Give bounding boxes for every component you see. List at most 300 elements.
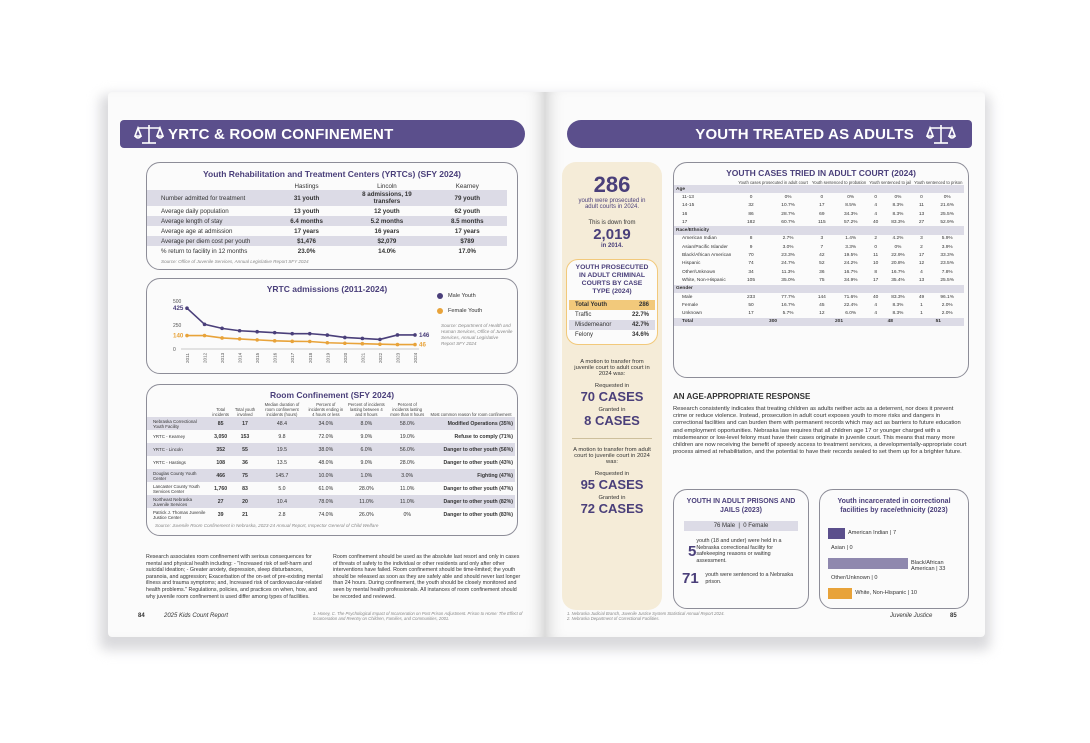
cell: 3 xyxy=(920,236,923,242)
cell: 38.0% xyxy=(306,443,345,456)
reason-cell: Danger to other youth (43%) xyxy=(443,459,513,466)
data-point xyxy=(273,339,277,343)
reason-cell: Danger to other youth (83%) xyxy=(443,511,513,518)
cell: 8 admissions, 19 transfers xyxy=(346,190,427,206)
cell: 20.8% xyxy=(891,261,905,267)
cell: 35.4% xyxy=(891,277,905,283)
start-value-label: 425 xyxy=(173,305,184,313)
cell: 34.9% xyxy=(843,277,858,283)
cell: 9 xyxy=(749,244,753,250)
held-text: youth (18 and under) were held in a Nebraska correctional facility for safekeeping reasons or waiting assessment. xyxy=(696,538,782,564)
group-label: Gender xyxy=(674,285,964,293)
group-row xyxy=(674,185,964,193)
cell: 23.0% xyxy=(297,247,316,255)
cell: 20 xyxy=(232,495,257,508)
race-bar-label: Other/Unknown | 0 xyxy=(831,575,878,581)
cell: 40 xyxy=(872,219,879,225)
cell: 0 xyxy=(874,194,877,200)
cell: 4 xyxy=(920,269,923,275)
x-tick-label: 2022 xyxy=(377,352,383,363)
table-row xyxy=(147,236,507,246)
case-value: 22.7% xyxy=(631,312,649,318)
data-point xyxy=(203,334,207,338)
footer-title: Juvenile Justice xyxy=(890,613,933,619)
data-point xyxy=(290,332,294,336)
cell: 23.5% xyxy=(940,261,954,267)
cell: 19.0% xyxy=(399,433,415,440)
table-row xyxy=(147,469,515,482)
cell: 36 xyxy=(242,459,248,466)
table-row xyxy=(674,210,964,218)
cell: 12 youth xyxy=(374,207,400,215)
cell: 5.9% xyxy=(941,236,953,242)
cell: 9.8 xyxy=(278,433,286,440)
cell: 8 xyxy=(874,269,877,275)
cell: 12 xyxy=(918,261,925,267)
row-label: Male xyxy=(682,294,693,300)
prisons-title: YOUTH IN ADULT PRISONS AND JAILS (2023) xyxy=(686,498,796,514)
cell: 5.7% xyxy=(782,311,794,317)
table-row xyxy=(147,430,515,443)
table-row xyxy=(674,243,964,251)
row-label: 11-13 xyxy=(682,194,694,200)
prison-number: 71 xyxy=(682,570,699,588)
transfer1-granted-value: 8 CASES xyxy=(584,413,640,428)
cell: 4 xyxy=(874,203,877,209)
male-count: 76 Male xyxy=(713,523,736,529)
cell: 2.8 xyxy=(278,511,286,518)
cell: 16 years xyxy=(374,227,400,235)
facility-name: YRTC - Hastings xyxy=(153,460,186,465)
data-point xyxy=(413,333,417,337)
cell: 7 xyxy=(820,244,824,250)
end-value-label: 46 xyxy=(419,341,426,349)
cell: 57.2% xyxy=(843,219,858,225)
table-row xyxy=(147,508,515,521)
data-point xyxy=(396,343,400,347)
data-point xyxy=(238,329,242,333)
cell: 108 xyxy=(216,459,225,466)
response-heading: AN AGE-APPROPRIATE RESPONSE xyxy=(673,392,811,401)
cell: 17 years xyxy=(454,227,480,235)
female-count: 0 Female xyxy=(743,523,769,529)
cell: 28.7% xyxy=(781,211,795,217)
cell: 17 xyxy=(748,311,754,317)
race-bar xyxy=(828,588,852,599)
cell: 19.5% xyxy=(843,253,858,259)
banner-title: YOUTH TREATED AS ADULTS xyxy=(695,125,914,143)
table-row xyxy=(674,218,964,226)
admissions-chart-box xyxy=(146,278,518,374)
row-label: Number admitted for treatment xyxy=(147,190,267,206)
room-policy-paragraph: Room confinement should be used as the absolute last resort and only in cases of threats of safety to the individual or other residents and only after other interventions have failed. Room confinement should be time-limited; the youth should be released as soon as they are safely able and should never last longer than 24 hours. During confinement, the youth should be closely monitored and seen by mental health professionals. All instances of room confinement should be recorded and reviewed. xyxy=(333,554,521,600)
row-label: 14-15 xyxy=(682,203,695,209)
cell: 70 xyxy=(748,253,754,259)
yrtc-table xyxy=(147,183,507,256)
cell: 3.3% xyxy=(845,244,857,250)
col-header: Youth sentenced to jail xyxy=(869,180,912,185)
x-tick-label: 2015 xyxy=(255,352,261,363)
total-cell: 51 xyxy=(913,318,964,326)
banner-title: YRTC & ROOM CONFINEMENT xyxy=(168,125,394,143)
cell: 8.5 months xyxy=(428,216,507,226)
cell: 9.0% xyxy=(360,433,373,440)
table-row xyxy=(569,320,655,330)
cell: 24.2% xyxy=(843,261,858,267)
cell: 2.7% xyxy=(782,236,794,242)
cell: 17 xyxy=(232,417,257,430)
cell: 21.6% xyxy=(940,203,954,209)
cell: 17 xyxy=(872,277,879,283)
transfer1-text: A motion to transfer from juvenile court to adult court in 2024 was: xyxy=(574,359,650,377)
cell: 74 xyxy=(748,261,754,267)
facility-name: Lancaster County Youth Services Center xyxy=(153,483,200,494)
cell: 145.7 xyxy=(258,469,307,482)
reason-cell: Danger to other youth (47%) xyxy=(443,485,513,492)
x-tick-label: 2016 xyxy=(272,352,278,363)
footer-title: 2025 Kids Count Report xyxy=(164,613,229,619)
cell: 17 xyxy=(918,253,925,259)
table-row xyxy=(674,268,964,276)
cell: 69 xyxy=(819,211,825,217)
row-label: Female xyxy=(682,302,698,308)
case-type: Traffic xyxy=(575,312,592,318)
room-table-title: Room Confinement (SFY 2024) xyxy=(269,390,395,400)
x-tick-label: 2021 xyxy=(360,352,366,363)
cell: 27 xyxy=(209,495,232,508)
cell: 1.0% xyxy=(345,469,387,482)
case-type: Felony xyxy=(575,332,594,338)
cell: 16.7% xyxy=(781,302,795,308)
col-header: Youth sentenced to prison xyxy=(914,180,963,185)
chart-legend xyxy=(437,293,482,314)
facility-name: Patrick J. Thomas Juvenile Justice Center xyxy=(153,509,206,520)
col-header: Percent of incidents ending in 4 hours or less xyxy=(308,402,344,417)
row-label: Average length of stay xyxy=(147,216,267,226)
cell: 1.4% xyxy=(845,236,857,242)
row-label: Average daily population xyxy=(161,207,229,215)
group-label: Race/Ethnicity xyxy=(674,226,964,234)
data-point xyxy=(203,323,207,327)
data-point xyxy=(326,333,330,337)
cell: 4 xyxy=(874,211,877,217)
cell: 11 xyxy=(919,203,924,209)
table-row xyxy=(674,193,964,201)
cell: 2.0% xyxy=(941,311,953,317)
race-bar-label: Black/African American | 33 xyxy=(911,560,946,572)
cell: 28.0% xyxy=(399,459,415,466)
row-label: Average per diem cost per youth xyxy=(147,236,267,246)
data-point xyxy=(378,338,382,342)
cell: 75 xyxy=(232,469,257,482)
table-row xyxy=(569,330,655,340)
table-row xyxy=(147,482,515,495)
cell: 8.3% xyxy=(892,302,904,308)
table-row xyxy=(674,251,964,259)
row-label: Unknown xyxy=(682,311,702,317)
held-stat xyxy=(688,538,800,564)
y-tick-label: 250 xyxy=(173,323,182,329)
legend-label: Female Youth xyxy=(448,308,483,314)
cell: 39 xyxy=(217,511,224,518)
cell: 11.3% xyxy=(781,269,795,275)
cell: 0% xyxy=(784,194,792,200)
cell: 8.0% xyxy=(345,417,387,430)
y-tick-label: 500 xyxy=(173,299,182,305)
cell: 3 xyxy=(820,236,824,242)
facility-name: Douglas County Youth Center xyxy=(147,469,209,482)
data-point xyxy=(308,340,312,344)
col-header: Lincoln xyxy=(377,183,397,190)
cell: 35.0% xyxy=(781,277,795,283)
cell: 115 xyxy=(818,219,826,225)
legend-item-female xyxy=(437,308,482,314)
race-bar xyxy=(828,528,845,539)
end-value-label: 146 xyxy=(419,331,430,339)
cell: 77.7% xyxy=(781,294,795,300)
cell: 0% xyxy=(403,511,411,518)
cell: 42 xyxy=(819,253,825,259)
row-label: Other/Unknown xyxy=(682,269,716,275)
cell: 83 xyxy=(242,485,248,492)
cell: 11.0% xyxy=(400,485,415,492)
data-point xyxy=(378,342,382,346)
race-chart-box xyxy=(819,489,969,609)
cell: 5.0 xyxy=(278,485,286,492)
chart-source: Source: Department of Health and Human Services, Office of Juvenile Services, Annual Legislative Report SFY 2024 xyxy=(441,323,513,346)
reason-cell: Danger to other youth (82%) xyxy=(427,495,515,508)
cell: 8 xyxy=(749,236,753,242)
cell: $2,079 xyxy=(346,236,427,246)
col-header: Total incidents xyxy=(212,407,229,417)
cell: 27 xyxy=(918,219,925,225)
case-value: 286 xyxy=(623,300,655,310)
cell: 0 xyxy=(820,194,824,200)
case-type: Misdemeanor xyxy=(569,320,623,330)
cell: 3.9% xyxy=(941,244,953,250)
cell: 182 xyxy=(747,219,756,225)
x-tick-label: 2011 xyxy=(185,353,190,363)
cell: 0% xyxy=(894,244,902,250)
adult-cases-table xyxy=(674,180,964,326)
race-bar-chart xyxy=(828,528,968,608)
data-point xyxy=(361,337,365,341)
yrtc-table-box xyxy=(146,162,518,270)
cell: 17 years xyxy=(294,227,319,235)
cell: 58.0% xyxy=(387,417,427,430)
cell: 19.5 xyxy=(258,443,307,456)
case-value: 34.6% xyxy=(631,332,649,338)
source-note: Source: Juvenile Room Confinement in Nebraska, 2023-24 Annual Report, Inspector General of Child Welfare xyxy=(155,523,379,528)
prosecuted-text: youth were prosecuted in adult courts in 2024. xyxy=(578,198,646,210)
row-label: White, Non-Hispanic xyxy=(682,277,726,283)
cell: 25.5% xyxy=(940,211,954,217)
cell: 2.0% xyxy=(941,302,953,308)
cell: 11 xyxy=(873,253,879,259)
x-tick-label: 2018 xyxy=(307,352,313,363)
cell: 105 xyxy=(747,277,756,283)
data-point xyxy=(308,332,312,336)
cell: 33.3% xyxy=(940,253,954,259)
data-point xyxy=(273,331,277,335)
case-type: Total Youth xyxy=(569,300,623,310)
cell: 10.0% xyxy=(306,469,345,482)
x-tick-label: 2014 xyxy=(237,352,243,363)
row-label: 17 xyxy=(682,219,688,225)
cell: 2 xyxy=(874,236,877,242)
col-header: Kearney xyxy=(455,183,479,190)
cell: 11.0% xyxy=(345,495,387,508)
col-header: Percent of incidents lasting between 4 and 8 hours xyxy=(347,402,385,417)
chart-title: YRTC admissions (2011-2024) xyxy=(266,284,388,294)
cell: 4.2% xyxy=(892,236,904,242)
cell: 72.0% xyxy=(318,433,334,440)
col-header: Percent of incidents lasting more than 8 hours xyxy=(390,402,425,417)
data-point xyxy=(220,327,224,331)
col-header: Total youth involved xyxy=(234,407,256,417)
cell: 24.7% xyxy=(781,261,795,267)
cell: 83.3% xyxy=(891,219,905,225)
reason-cell: Refuse to comply (71%) xyxy=(454,433,513,440)
cell: 83.3% xyxy=(891,294,905,300)
row-label: American Indian xyxy=(682,236,717,242)
legend-item-male xyxy=(437,293,482,299)
prisons-box xyxy=(673,489,809,609)
y-tick-label: 0 xyxy=(173,347,176,353)
legend-label: Male Youth xyxy=(448,293,476,299)
row-label: Black/African American xyxy=(682,253,732,259)
race-bar-label: Asian | 0 xyxy=(831,545,853,551)
data-point xyxy=(396,333,400,337)
page-number: 85 xyxy=(950,613,957,619)
cell: 50 xyxy=(748,302,754,308)
data-point xyxy=(220,336,224,340)
cell: 12 xyxy=(819,311,825,317)
cell: 34.3% xyxy=(843,211,858,217)
adult-cases-title: YOUTH CASES TRIED IN ADULT COURT (2024) xyxy=(726,168,916,178)
cell: 352 xyxy=(209,443,232,456)
cell: 6.4 months xyxy=(267,216,346,226)
cell: 78.0% xyxy=(306,495,345,508)
cell: 466 xyxy=(209,469,232,482)
cell: 22.9% xyxy=(891,253,905,259)
x-tick-label: 2012 xyxy=(202,352,208,363)
response-paragraph: Research consistently indicates that treating children as adults neither acts as a deterrent, nor does it prevent crime or reduce violence. Instead, prosecution in adult court exposes youth to more risks and dangers in correctional facilities and can burden them with permanent records which may act as barriers to future education and employment opportunities. Nebraska law requires that all children age 17 or younger charged with a misdemeanor or low-level felony must have their cases originate in juvenile court. This means that many more children are now receiving the benefit of speedy access to treatment services, a developmentally-appropriate court process aimed at rehabilitation, and the potential to have their records sealed to set them up for a brighter future. xyxy=(673,406,967,456)
cell: 45 xyxy=(819,302,825,308)
data-point xyxy=(343,336,347,340)
cell: 7.8% xyxy=(941,269,953,275)
cell: 3.0% xyxy=(782,244,794,250)
cell: 8.3% xyxy=(892,211,904,217)
table-row xyxy=(147,226,507,236)
data-point xyxy=(255,330,259,334)
cell: 86 xyxy=(748,211,754,217)
cell: 49 xyxy=(918,294,925,300)
row-label: 16 xyxy=(682,211,688,217)
cell: 8.5% xyxy=(845,203,857,209)
prosecuted-number: 286 xyxy=(593,172,631,197)
cell: 75 xyxy=(819,277,825,283)
room-confinement-box xyxy=(146,384,518,536)
row-label: Total xyxy=(674,318,736,326)
total-cell: 300 xyxy=(736,318,810,326)
total-row xyxy=(674,318,964,326)
cell: 36 xyxy=(819,269,825,275)
data-point xyxy=(361,342,365,346)
footnote: 1. Nebraska Judicial Branch, Juvenile Justice System Statistical Annual Report 2024. 2. Nebraska Department of Correctional Facilities. xyxy=(567,611,725,622)
cell: 71.6% xyxy=(843,294,858,300)
cell: $1,476 xyxy=(267,236,346,246)
prison-text: youth were sentenced to a Nebraska prison. xyxy=(705,572,794,585)
facility-name: YRTC - Kearney xyxy=(153,434,186,439)
divider xyxy=(572,438,652,439)
cell: 25.5% xyxy=(940,277,954,283)
cell: 17 xyxy=(819,203,825,209)
cell: 0% xyxy=(943,194,951,200)
race-bar-label: White, Non-Hispanic | 10 xyxy=(855,590,918,596)
cell: 52 xyxy=(819,261,825,267)
case-value: 42.7% xyxy=(623,320,655,330)
reason-cell: Modified Operations (35%) xyxy=(427,417,515,430)
series-line-male xyxy=(187,308,415,339)
table-row xyxy=(674,309,964,317)
room-research-paragraph: Research associates room confinement with serious consequences for mental and physical health including: - "Increased risk of self-harm and suicidal ideation; - Greater anxiety, depression, sleep disturbances, paranoia, and aggression; Exacerbation of the on-set of pre-existing mental illness and trauma symptoms; and, Increased risk of cardiovascular-related health problems." Regulations, policies, and practices on when, how, and why juvenile room confinement is used differ among types of facilities. xyxy=(146,554,323,600)
table-row xyxy=(569,300,655,310)
cell: 1 xyxy=(920,302,923,308)
cell: 13 xyxy=(918,277,925,283)
transfer1-granted-label: Granted in xyxy=(598,407,626,413)
transfer2-requested-value: 95 CASES xyxy=(580,477,644,492)
cell: 14.0% xyxy=(378,247,396,255)
row-label: Average age at admission xyxy=(161,227,233,235)
right-banner xyxy=(567,120,972,148)
cell: 10.7% xyxy=(781,203,795,209)
reason-cell: Fighting (47%) xyxy=(427,469,515,482)
prison-stat xyxy=(682,570,800,587)
table-row xyxy=(147,206,507,216)
cell: 26.0% xyxy=(359,511,374,518)
total-cell: 201 xyxy=(810,318,868,326)
left-page xyxy=(108,92,545,637)
x-tick-label: 2020 xyxy=(342,352,348,363)
cell: 31 youth xyxy=(267,190,346,206)
cell: 56.0% xyxy=(387,443,427,456)
data-point xyxy=(326,341,330,345)
right-page xyxy=(545,92,985,637)
data-point xyxy=(290,340,294,344)
col-header: Median duration of room confinement incidents (hours) xyxy=(264,402,300,417)
data-point xyxy=(238,337,242,341)
cell: 17.0% xyxy=(458,247,477,255)
cell: 61.0% xyxy=(318,485,334,492)
gender-bar: 76 Male | 0 Female xyxy=(684,521,798,531)
row-label: % return to facility in 12 months xyxy=(161,247,248,255)
cell: 0 xyxy=(920,194,923,200)
cell: 1,760 xyxy=(214,485,228,492)
row-label: Hispanic xyxy=(682,261,701,267)
group-row xyxy=(674,226,964,234)
cell: 233 xyxy=(747,294,756,300)
stats-sidebar xyxy=(562,162,662,610)
table-row xyxy=(147,456,515,469)
table-row xyxy=(674,301,964,309)
cell: 34.0% xyxy=(306,417,345,430)
cell: 5.2 months xyxy=(346,216,427,226)
table-row xyxy=(674,276,964,284)
table-row xyxy=(674,293,964,301)
adult-cases-box xyxy=(673,162,969,378)
facility-name: Northeast Nebraska Juvenile Services xyxy=(147,495,209,508)
